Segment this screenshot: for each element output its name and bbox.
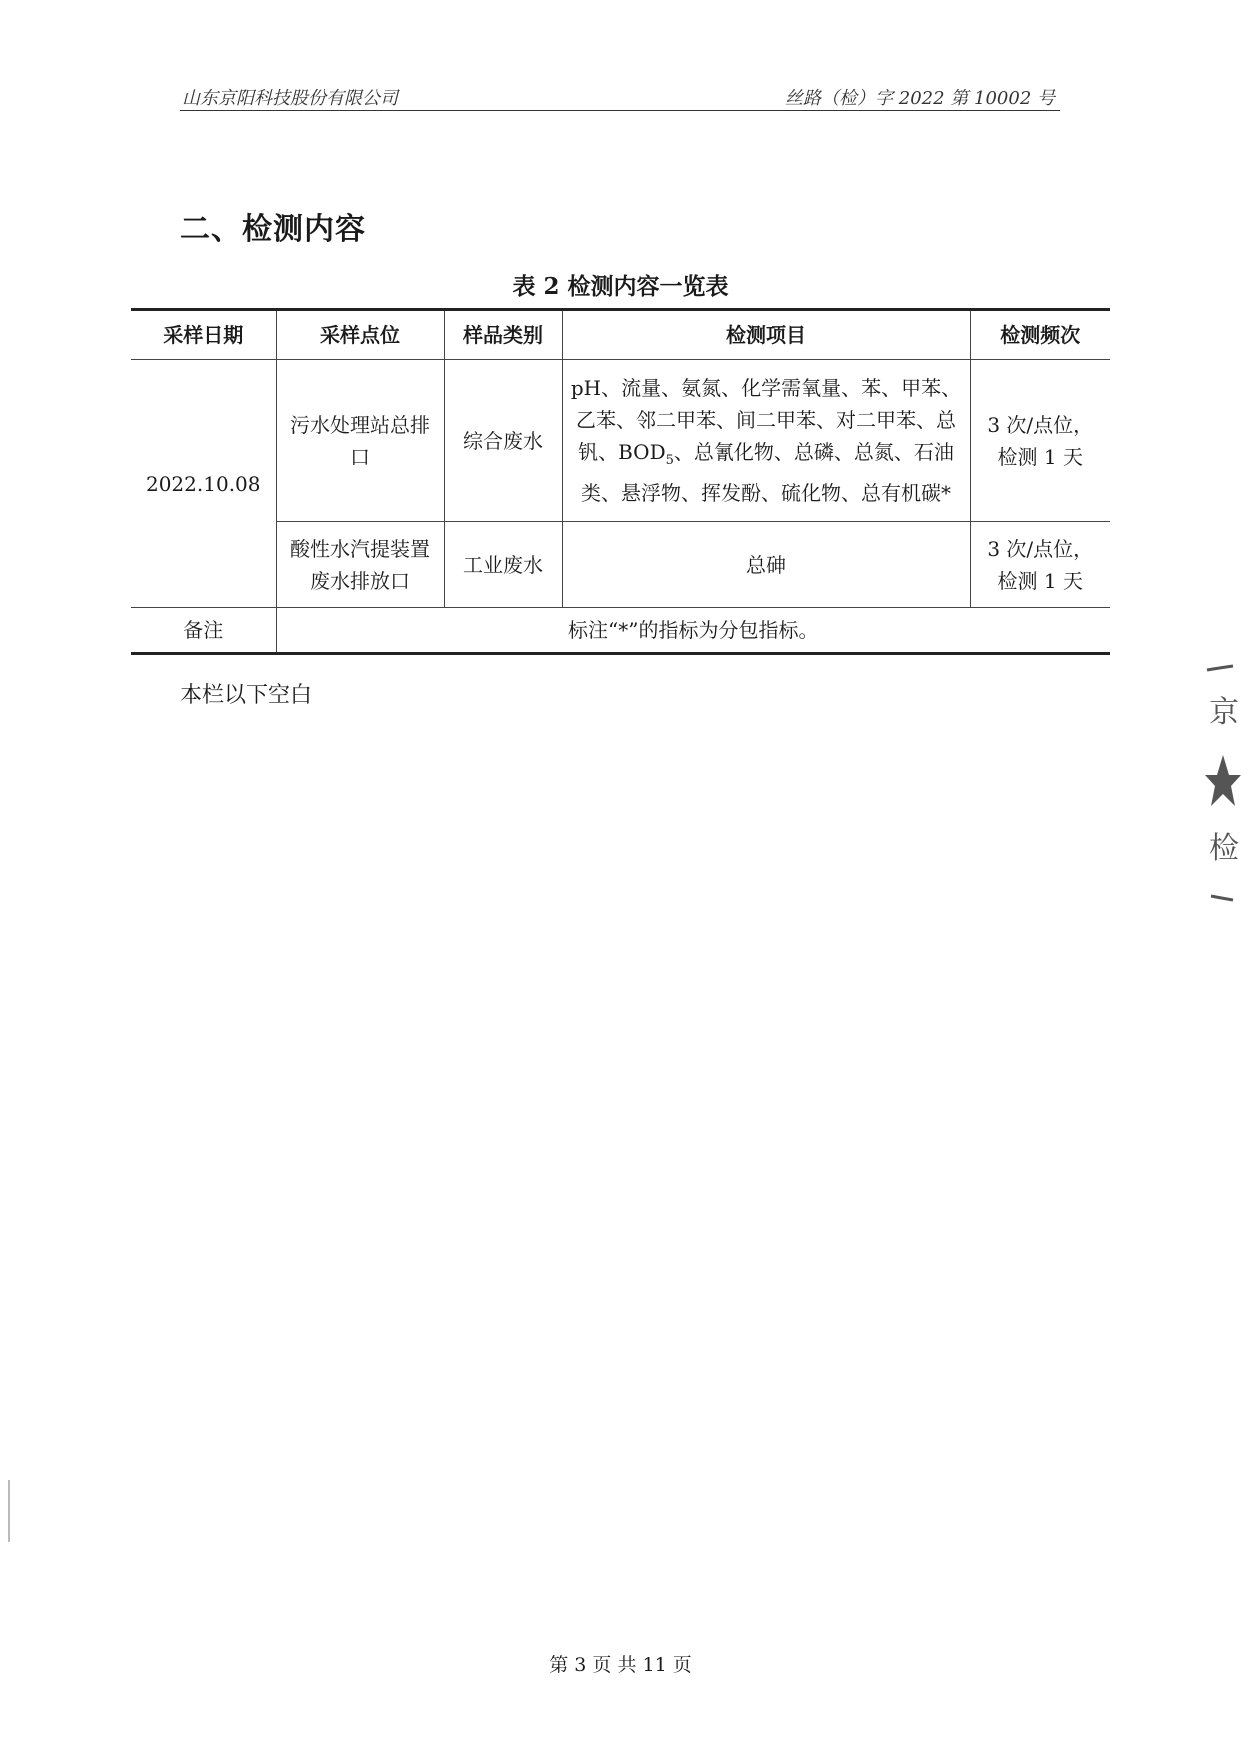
sampling-point-cell: 污水处理站总排口	[276, 360, 444, 522]
stamp-char-1: 京	[1209, 695, 1239, 730]
sampling-point-cell: 酸性水汽提装置废水排放口	[276, 522, 444, 608]
items-subscript: 5	[665, 453, 674, 468]
note-label: 备注	[131, 608, 276, 654]
note-text: 标注“*”的指标为分包指标。	[276, 608, 1110, 654]
frequency-cell	[970, 522, 1110, 608]
frequency-line1: 3 次/点位，	[987, 412, 1094, 437]
header-detection-items: 检测项目	[562, 310, 970, 360]
header-company: 山东京阳科技股份有限公司	[182, 88, 398, 109]
header-report-number: 丝路（检）字 2022 第 10002 号	[785, 88, 1055, 109]
header-divider	[180, 110, 1060, 111]
frequency-line2: 检测 1 天	[997, 568, 1083, 593]
items-text-part1: pH、流量、氨氮、化学需氧量、苯、甲苯、乙苯、邻二甲苯、间二甲苯、对二甲苯、总钒、BOD	[570, 376, 962, 464]
sample-category-cell: 综合废水	[444, 360, 562, 522]
table-row	[131, 522, 1110, 608]
frequency-line1: 3 次/点位，	[987, 536, 1094, 561]
scan-edge-mark	[8, 1480, 10, 1542]
table-title: 表 2 检测内容一览表	[512, 273, 729, 300]
partial-seal-stamp	[1193, 660, 1241, 910]
section-title: 二、检测内容	[180, 212, 366, 247]
header-sampling-point: 采样点位	[276, 310, 444, 360]
table-row	[131, 360, 1110, 522]
header-frequency: 检测频次	[970, 310, 1110, 360]
stamp-star-icon	[1205, 755, 1241, 806]
page-footer: 第 3 页 共 11 页	[549, 1654, 692, 1676]
detection-items-cell	[562, 360, 970, 522]
frequency-line2: 检测 1 天	[997, 444, 1083, 469]
header-sample-category: 样品类别	[444, 310, 562, 360]
table-header-row	[131, 310, 1110, 360]
stamp-char-2: 检	[1209, 831, 1239, 866]
header-sampling-date: 采样日期	[131, 310, 276, 360]
detection-content-table	[131, 308, 1110, 655]
sampling-date-cell: 2022.10.08	[131, 360, 276, 608]
note-row	[131, 608, 1110, 654]
items-text-part2: 、总氰化物、总磷、总氮、石油类、悬浮物、挥发酚、硫化物、总有机碳*	[581, 440, 954, 505]
blank-below-note: 本栏以下空白	[180, 683, 313, 708]
frequency-cell	[970, 360, 1110, 522]
sample-category-cell: 工业废水	[444, 522, 562, 608]
detection-items-cell: 总砷	[562, 522, 970, 608]
